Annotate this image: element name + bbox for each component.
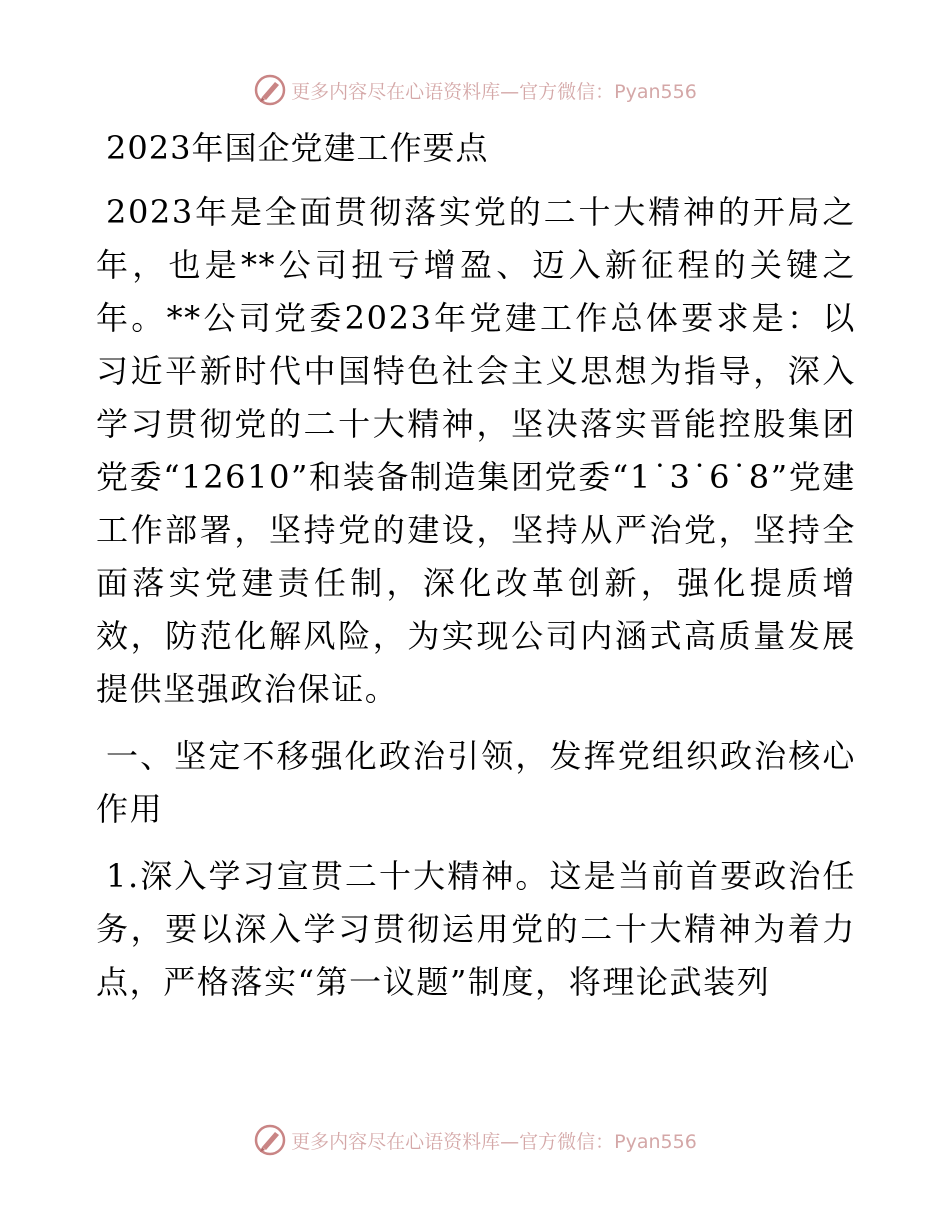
watermark-text: 更多内容尽在心语资料库—官方微信：Pyan556: [291, 80, 697, 103]
document-body: [96, 122, 856, 1023]
intro-paragraph: 2023年是全面贯彻落实党的二十大精神的开局之年，也是**公司扭亏增盈、迈入新征程的关键之年。**公司党委2023年党建工作总体要求是：以习近平新时代中国特色社会主义思想为指导，深入学习贯彻党的二十大精神，坚决落实晋能控股集团党委“12610”和装备制造集团党委“1˙3˙6˙8”党建工作部署，坚持党的建设，坚持从严治党，坚持全面落实党建责任制，深化改革创新，强化提质增效，防范化解风险，为实现公司内涵式高质量发展提供坚强政治保证。: [96, 193, 856, 708]
watermark-banner-top: [0, 70, 950, 110]
section-heading-1: 一、坚定不移强化政治引领，发挥党组织政治核心作用: [96, 737, 856, 828]
document-title: 2023年国企党建工作要点: [106, 129, 489, 167]
pen-logo-icon: [253, 73, 287, 107]
pen-logo-icon: [253, 1123, 287, 1157]
section-paragraph-1-1: 1.深入学习宣贯二十大精神。这是当前首要政治任务，要以深入学习贯彻运用党的二十大精神为着力点，严格落实“第一议题”制度，将理论武装列: [96, 857, 856, 1001]
watermark-text: 更多内容尽在心语资料库—官方微信：Pyan556: [291, 1130, 697, 1153]
watermark-banner-bottom: [0, 1120, 950, 1160]
